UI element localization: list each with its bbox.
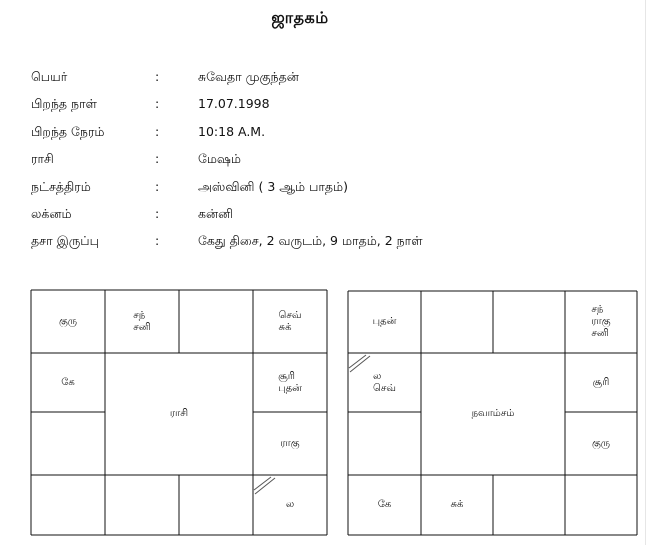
planet-label: கே xyxy=(377,499,392,510)
planet-label: குரு xyxy=(58,315,78,327)
detail-row-name xyxy=(31,67,621,94)
house-cancer xyxy=(565,353,637,412)
detail-value: கேது திசை, 2 வருடம், 9 மாதம், 2 நாள் xyxy=(198,233,423,249)
house-planets xyxy=(286,499,294,511)
detail-value: மேஷம் xyxy=(198,151,241,167)
planet-label: சுக் xyxy=(450,499,464,510)
detail-label: பிறந்த நேரம் xyxy=(31,123,105,139)
page-title: ஜாதகம் xyxy=(271,8,329,27)
house-aries xyxy=(105,290,179,353)
house-aries xyxy=(421,291,493,353)
detail-colon: : xyxy=(155,69,160,84)
detail-value: 10:18 A.M. xyxy=(198,123,266,139)
birth-details xyxy=(31,67,621,259)
detail-value: 17.07.1998 xyxy=(198,96,270,112)
detail-label: பிறந்த நாள் xyxy=(31,96,97,112)
planet-label: சந் xyxy=(591,304,604,315)
house-libra xyxy=(493,475,565,535)
house-planets xyxy=(593,377,610,389)
planet-label: செவ் xyxy=(278,309,302,321)
detail-value: கன்னி xyxy=(198,205,234,221)
house-pisces xyxy=(348,291,421,353)
planet-label: சுக் xyxy=(278,321,292,333)
detail-label: நட்சத்திரம் xyxy=(31,178,91,194)
house-planets xyxy=(279,310,302,334)
house-sagittarius xyxy=(31,475,105,535)
planet-label: கே xyxy=(61,376,75,388)
house-planets xyxy=(280,438,299,450)
house-taurus xyxy=(493,291,565,353)
detail-value: சுவேதா முகுந்தன் xyxy=(198,69,299,84)
house-leo xyxy=(565,412,637,475)
detail-colon: : xyxy=(155,96,160,112)
planet-label: ல xyxy=(373,370,382,382)
planet-label: குரு xyxy=(591,437,611,449)
house-planets xyxy=(133,310,151,334)
house-capricorn xyxy=(348,412,421,475)
chart-center-label: நவாம்சம் xyxy=(471,408,515,419)
planet-label: சூரி xyxy=(592,376,610,388)
planet-label: ல xyxy=(285,499,295,510)
house-gemini xyxy=(253,290,327,353)
planet-label: சனி xyxy=(133,321,151,333)
detail-value: அஸ்வினி ( 3 ஆம் பாதம்) xyxy=(198,178,348,194)
house-planets xyxy=(592,438,610,450)
detail-row-birth-time xyxy=(31,122,621,149)
house-pisces xyxy=(31,290,105,353)
planet-label: சூரி xyxy=(278,370,295,382)
detail-colon: : xyxy=(155,123,160,139)
planet-label: ராகு xyxy=(280,437,300,449)
house-virgo xyxy=(565,475,637,535)
detail-colon: : xyxy=(155,233,160,249)
house-sagittarius xyxy=(348,475,421,535)
detail-row-lagna xyxy=(31,204,621,231)
house-aquarius xyxy=(348,353,421,412)
planet-label: புதன் xyxy=(278,382,302,394)
chart-center-label: ராசி xyxy=(169,408,189,419)
house-planets xyxy=(373,371,396,395)
house-capricorn xyxy=(31,412,105,475)
planet-label: புதன் xyxy=(372,316,397,327)
detail-row-rasi xyxy=(31,149,621,176)
planet-label: சந் xyxy=(133,309,146,321)
planet-label: சனி xyxy=(591,328,609,339)
house-planets xyxy=(59,316,77,328)
house-planets xyxy=(278,371,302,395)
house-libra xyxy=(179,475,253,535)
planet-label: செவ் xyxy=(373,382,396,394)
detail-colon: : xyxy=(155,178,160,194)
detail-row-birth-date xyxy=(31,94,621,121)
house-planets xyxy=(61,377,75,389)
detail-row-star xyxy=(31,177,621,204)
detail-colon: : xyxy=(155,151,160,167)
house-taurus xyxy=(179,290,253,353)
page-edge xyxy=(645,0,646,545)
house-planets xyxy=(451,499,464,511)
house-aquarius xyxy=(31,353,105,412)
house-planets xyxy=(373,316,397,328)
navamsa-chart xyxy=(348,291,637,535)
house-planets xyxy=(591,304,610,340)
detail-row-dasa-balance xyxy=(31,231,621,258)
detail-label: ராசி xyxy=(31,151,54,167)
detail-label: பெயர் xyxy=(31,69,68,84)
house-leo xyxy=(253,412,327,475)
house-planets xyxy=(378,499,392,511)
house-cancer xyxy=(253,353,327,412)
house-scorpio xyxy=(421,475,493,535)
rasi-chart xyxy=(31,290,327,535)
planet-label: ராகு xyxy=(591,316,611,327)
detail-label: தசா இருப்பு xyxy=(31,233,99,249)
house-scorpio xyxy=(105,475,179,535)
detail-label: லக்னம் xyxy=(31,205,72,221)
detail-colon: : xyxy=(155,205,160,221)
house-virgo xyxy=(253,475,327,535)
house-gemini xyxy=(565,291,637,353)
